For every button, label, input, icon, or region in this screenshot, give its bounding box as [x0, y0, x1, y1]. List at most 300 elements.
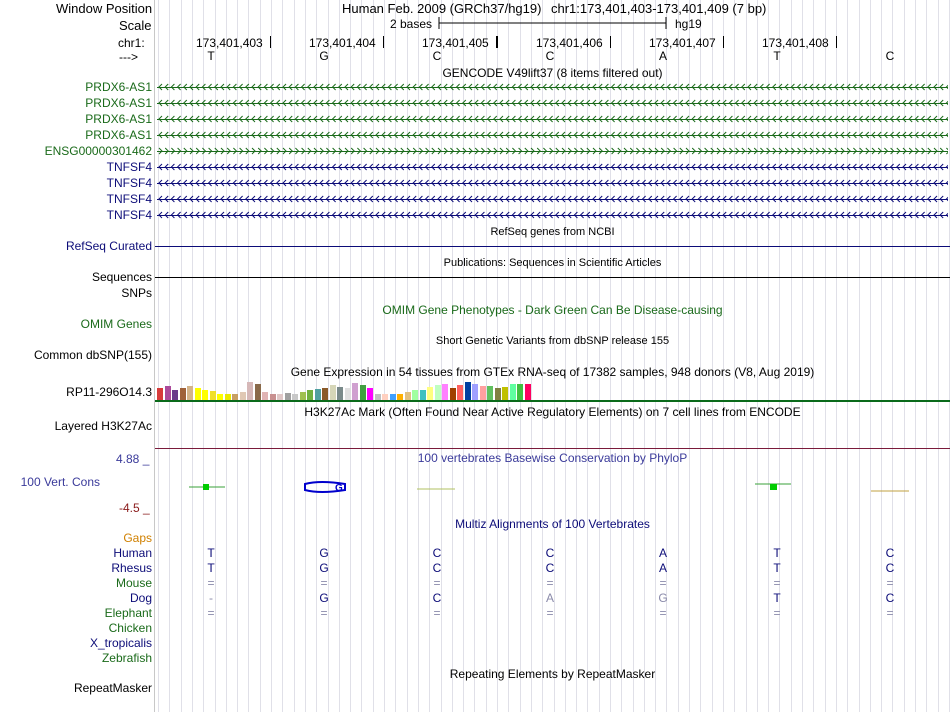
gtex-tissue-bar[interactable] [172, 390, 178, 400]
strand-chevron [556, 84, 559, 90]
gtex-tissue-bar[interactable] [285, 393, 291, 400]
strand-chevron [847, 196, 850, 202]
gencode-item-label[interactable]: PRDX6-AS1 [85, 128, 152, 142]
h3k27ac-track-title[interactable]: H3K27Ac Mark (Often Found Near Active Regulatory Elements) on 7 cell lines from ENCODE [304, 405, 801, 419]
strand-chevron [581, 164, 584, 170]
strand-chevron [612, 148, 615, 154]
gtex-tissue-bar[interactable] [292, 394, 298, 400]
strand-chevron [946, 196, 948, 202]
publications-track-title[interactable]: Publications: Sequences in Scientific Articles [443, 257, 662, 269]
gtex-tissue-bar[interactable] [480, 386, 486, 400]
strand-chevron [401, 164, 404, 170]
strand-chevron [202, 164, 205, 170]
gtex-tissue-bar[interactable] [525, 384, 531, 400]
strand-chevron [605, 196, 608, 202]
strand-chevron [333, 84, 336, 90]
strand-chevron [754, 116, 757, 122]
strand-chevron [506, 148, 509, 154]
strand-chevron [698, 100, 701, 106]
strand-chevron [841, 196, 844, 202]
strand-chevron [835, 132, 838, 138]
coordinate-tick [610, 36, 611, 48]
strand-chevron [426, 164, 429, 170]
gtex-tissue-bar[interactable] [262, 392, 268, 400]
strand-chevron [804, 180, 807, 186]
strand-chevron [345, 196, 348, 202]
gencode-item-label[interactable]: PRDX6-AS1 [85, 112, 152, 126]
gtex-tissue-bar[interactable] [495, 388, 501, 400]
gtex-expression-bars[interactable] [155, 380, 555, 400]
strand-chevron [860, 180, 863, 186]
strand-chevron [866, 132, 869, 138]
gtex-track-title[interactable]: Gene Expression in 54 tissues from GTEx RNA-seq of 17382 samples, 948 donors (V8, Aug 2019) [290, 365, 815, 379]
strand-chevron [246, 196, 249, 202]
strand-chevron [754, 84, 757, 90]
strand-chevron [773, 196, 776, 202]
strand-arrow-label[interactable]: ---> [119, 50, 138, 64]
gtex-tissue-bar[interactable] [315, 389, 321, 400]
snps-label[interactable]: SNPs [121, 286, 152, 300]
strand-chevron [680, 100, 683, 106]
aligned-base: = [433, 576, 441, 590]
strand-chevron [202, 116, 205, 122]
strand-chevron [246, 116, 249, 122]
strand-chevron [928, 116, 931, 122]
strand-chevron [314, 180, 317, 186]
dna-base[interactable]: T [207, 49, 215, 63]
strand-chevron [661, 164, 664, 170]
strand-chevron [847, 100, 850, 106]
strand-chevron [165, 132, 168, 138]
strand-chevron [649, 164, 652, 170]
gtex-tissue-bar[interactable] [412, 390, 418, 400]
strand-chevron [407, 84, 410, 90]
gtex-tissue-bar[interactable] [502, 387, 508, 400]
strand-chevron [680, 180, 683, 186]
strand-chevron [903, 212, 906, 218]
strand-chevron [624, 164, 627, 170]
strand-chevron [860, 164, 863, 170]
strand-chevron [884, 148, 887, 154]
strand-chevron [810, 84, 813, 90]
vert-cons-label[interactable]: 100 Vert. Cons [20, 475, 100, 489]
strand-chevron [581, 100, 584, 106]
aligned-base: C [432, 591, 442, 605]
gaps-label[interactable]: Gaps [123, 531, 152, 545]
gtex-tissue-bar[interactable] [457, 385, 463, 400]
strand-chevrons [157, 210, 948, 220]
refseq-track-title[interactable]: RefSeq genes from NCBI [490, 226, 615, 238]
gtex-tissue-bar[interactable] [300, 392, 306, 400]
strand-chevron [289, 100, 292, 106]
strand-chevron [413, 180, 416, 186]
strand-chevron [847, 84, 850, 90]
strand-chevron [488, 148, 491, 154]
multiz-track-title[interactable]: Multiz Alignments of 100 Vertebrates [455, 517, 650, 531]
strand-chevron [444, 164, 447, 170]
strand-chevron [810, 132, 813, 138]
dna-base[interactable]: A [658, 49, 667, 63]
repeatmasker-track-title[interactable]: Repeating Elements by RepeatMasker [449, 667, 656, 681]
strand-chevron [798, 212, 801, 218]
strand-chevron [333, 164, 336, 170]
gtex-tissue-bar[interactable] [435, 385, 441, 400]
gtex-tissue-bar[interactable] [510, 384, 516, 400]
gene-strand-line[interactable] [157, 82, 948, 92]
gtex-tissue-bar[interactable] [337, 387, 343, 400]
strand-chevron [519, 116, 522, 122]
species-label[interactable]: X_tropicalis [89, 636, 152, 650]
strand-chevron [252, 132, 255, 138]
strand-chevron [370, 100, 373, 106]
aligned-base: C [545, 561, 555, 575]
strand-chevron [624, 148, 627, 154]
strand-chevron [345, 100, 348, 106]
refseq-curated-label[interactable]: RefSeq Curated [65, 239, 152, 253]
strand-chevron [729, 180, 732, 186]
strand-chevron [649, 180, 652, 186]
strand-chevron [357, 132, 360, 138]
strand-chevron [829, 116, 832, 122]
strand-chevron [376, 212, 379, 218]
strand-chevron [630, 148, 633, 154]
strand-chevron [928, 84, 931, 90]
strand-chevron [413, 148, 416, 154]
strand-chevron [413, 212, 416, 218]
strand-chevron [612, 100, 615, 106]
strand-chevron [934, 212, 937, 218]
position-text: chr1:173,401,403-173,401,409 (7 bp) [551, 1, 767, 16]
strand-chevron [271, 212, 274, 218]
aligned-base: G [319, 591, 329, 605]
strand-chevron [314, 100, 317, 106]
strand-chevron [878, 84, 881, 90]
strand-chevron [674, 148, 677, 154]
strand-chevron [401, 116, 404, 122]
dbsnp-track-title[interactable]: Short Genetic Variants from dbSNP release 155 [435, 335, 670, 347]
species-label[interactable]: Human [113, 546, 152, 560]
gtex-tissue-bar[interactable] [405, 392, 411, 400]
gtex-tissue-bar[interactable] [255, 384, 261, 400]
strand-chevron [915, 100, 918, 106]
strand-chevron [401, 212, 404, 218]
sequences-label[interactable]: Sequences [91, 270, 152, 284]
gencode-item-label[interactable]: PRDX6-AS1 [85, 80, 152, 94]
gtex-tissue-bar[interactable] [427, 387, 433, 400]
strand-chevron [264, 132, 267, 138]
strand-chevron [364, 148, 367, 154]
strand-chevron [475, 212, 478, 218]
gencode-track-title[interactable]: GENCODE V49lift37 (8 items filtered out) [442, 66, 663, 80]
strand-chevron [841, 84, 844, 90]
strand-chevron [190, 212, 193, 218]
strand-chevron [909, 84, 912, 90]
gtex-tissue-bar[interactable] [217, 394, 223, 400]
strand-chevron [878, 164, 881, 170]
coordinate-tick-label: 173,401,408 [762, 36, 829, 50]
strand-chevron [723, 196, 726, 202]
gtex-tissue-bar[interactable] [187, 386, 193, 400]
strand-chevron [444, 212, 447, 218]
strand-chevron [419, 212, 422, 218]
strand-chevron [760, 132, 763, 138]
strand-chevron [190, 100, 193, 106]
strand-chevron [686, 132, 689, 138]
strand-chevron [506, 84, 509, 90]
strand-chevron [258, 148, 261, 154]
strand-chevron [915, 212, 918, 218]
strand-chevron [308, 84, 311, 90]
strand-chevron [221, 196, 224, 202]
strand-chevron [686, 116, 689, 122]
strand-chevron [196, 84, 199, 90]
dna-base[interactable]: G [319, 49, 329, 63]
strand-chevron [339, 100, 342, 106]
strand-chevron [382, 212, 385, 218]
strand-chevron [767, 100, 770, 106]
strand-chevron [233, 164, 236, 170]
strand-chevron [364, 116, 367, 122]
gtex-tissue-bar[interactable] [367, 388, 373, 400]
species-label[interactable]: Mouse [115, 576, 152, 590]
strand-chevron [717, 196, 720, 202]
strand-chevron [928, 180, 931, 186]
gtex-tissue-bar[interactable] [382, 394, 388, 400]
gtex-tissue-bar[interactable] [202, 390, 208, 400]
species-label[interactable]: Elephant [104, 606, 152, 620]
strand-chevron [624, 212, 627, 218]
gene-strand-line[interactable] [157, 162, 948, 172]
strand-chevron [754, 164, 757, 170]
gtex-tissue-bar[interactable] [210, 391, 216, 400]
species-label[interactable]: Dog [129, 591, 152, 605]
strand-chevron [729, 212, 732, 218]
strand-chevron [215, 148, 218, 154]
strand-chevron [506, 116, 509, 122]
strand-chevron [636, 180, 639, 186]
gene-strand-line[interactable] [157, 130, 948, 140]
strand-chevron [946, 116, 948, 122]
gtex-tissue-bar[interactable] [277, 394, 283, 400]
strand-chevron [723, 180, 726, 186]
strand-chevron [674, 196, 677, 202]
gtex-tissue-bar[interactable] [352, 383, 358, 400]
dna-base[interactable]: C [885, 49, 895, 63]
strand-chevron [345, 164, 348, 170]
strand-chevron [370, 164, 373, 170]
strand-chevron [543, 180, 546, 186]
strand-chevron [171, 148, 174, 154]
gene-strand-line[interactable] [157, 194, 948, 204]
strand-chevron [630, 84, 633, 90]
strand-chevron [841, 148, 844, 154]
strand-chevron [934, 148, 937, 154]
gtex-tissue-bar[interactable] [330, 385, 336, 400]
strand-chevron [364, 132, 367, 138]
gene-strand-line[interactable] [157, 210, 948, 220]
aligned-base: = [433, 606, 441, 620]
gene-strand-line[interactable] [157, 98, 948, 108]
strand-chevron [444, 196, 447, 202]
strand-chevron [302, 148, 305, 154]
gtex-tissue-bar[interactable] [225, 394, 231, 400]
strand-chevron [240, 212, 243, 218]
strand-chevron [475, 180, 478, 186]
gencode-item-label[interactable]: TNFSF4 [106, 192, 152, 206]
strand-chevron [537, 116, 540, 122]
omim-genes-label[interactable]: OMIM Genes [80, 317, 152, 331]
strand-chevron [853, 212, 856, 218]
strand-chevron [475, 84, 478, 90]
gtex-tissue-bar[interactable] [465, 382, 471, 400]
phylop-plot[interactable] [155, 470, 950, 505]
strand-chevron [748, 212, 751, 218]
strand-chevron [302, 196, 305, 202]
species-label[interactable]: Zebrafish [101, 651, 152, 665]
strand-chevron [891, 164, 894, 170]
gtex-tissue-bar[interactable] [157, 388, 163, 400]
strand-chevron [450, 180, 453, 186]
gtex-tissue-bar[interactable] [307, 390, 313, 400]
gtex-tissue-bar[interactable] [450, 388, 456, 400]
strand-chevron [215, 132, 218, 138]
omim-track-title[interactable]: OMIM Gene Phenotypes - Dark Green Can Be Disease-causing [382, 303, 723, 317]
gtex-tissue-bar[interactable] [322, 388, 328, 400]
strand-chevron [798, 148, 801, 154]
strand-chevron [388, 100, 391, 106]
strand-chevron [264, 116, 267, 122]
strand-chevron [295, 132, 298, 138]
gene-strand-line[interactable] [157, 146, 948, 156]
gtex-tissue-bar[interactable] [420, 390, 426, 400]
strand-chevron [940, 196, 943, 202]
strand-chevron [351, 84, 354, 90]
gtex-tissue-bar[interactable] [472, 384, 478, 400]
strand-chevron [271, 132, 274, 138]
strand-chevron [618, 132, 621, 138]
strand-chevron [407, 212, 410, 218]
strand-chevron [221, 100, 224, 106]
strand-chevron [853, 196, 856, 202]
strand-chevron [605, 132, 608, 138]
gtex-tissue-bar[interactable] [195, 388, 201, 400]
gencode-item-label[interactable]: PRDX6-AS1 [85, 96, 152, 110]
strand-chevron [940, 164, 943, 170]
strand-chevron [178, 116, 181, 122]
strand-chevron [686, 180, 689, 186]
strand-chevron [562, 164, 565, 170]
strand-chevron [841, 212, 844, 218]
strand-chevron [599, 116, 602, 122]
strand-chevron [314, 116, 317, 122]
strand-chevron [860, 212, 863, 218]
strand-chevron [438, 100, 441, 106]
strand-chevron [909, 196, 912, 202]
strand-chevron [209, 84, 212, 90]
gtex-tissue-bar[interactable] [165, 386, 171, 400]
strand-chevron [804, 148, 807, 154]
strand-chevron [804, 212, 807, 218]
layered-h3k27ac-label[interactable]: Layered H3K27Ac [54, 419, 152, 433]
strand-chevron [891, 148, 894, 154]
strand-chevron [568, 100, 571, 106]
dna-base[interactable]: C [432, 49, 442, 63]
strand-chevron [202, 148, 205, 154]
repeatmasker-label[interactable]: RepeatMasker [73, 681, 152, 695]
strand-chevron [196, 100, 199, 106]
gene-strand-line[interactable] [157, 178, 948, 188]
gencode-item-label[interactable]: ENSG00000301462 [44, 144, 152, 158]
gtex-tissue-bar[interactable] [442, 384, 448, 400]
strand-chevrons [157, 146, 948, 156]
strand-chevron [537, 148, 540, 154]
gene-strand-line[interactable] [157, 114, 948, 124]
strand-chevron [847, 148, 850, 154]
gtex-tissue-bar[interactable] [247, 382, 253, 400]
phylop-track-title[interactable]: 100 vertebrates Basewise Conservation by PhyloP [417, 451, 688, 465]
strand-chevron [922, 148, 925, 154]
strand-chevron [860, 132, 863, 138]
gtex-tissue-bar[interactable] [390, 394, 396, 400]
species-label[interactable]: Chicken [108, 621, 152, 635]
strand-chevron [847, 116, 850, 122]
gtex-tissue-bar[interactable] [270, 394, 276, 400]
strand-chevron [277, 116, 280, 122]
common-dbsnp-label[interactable]: Common dbSNP(155) [33, 348, 152, 362]
gtex-tissue-bar[interactable] [240, 392, 246, 400]
gencode-item-label[interactable]: TNFSF4 [106, 176, 152, 190]
dna-base[interactable]: T [773, 49, 781, 63]
strand-chevron [872, 148, 875, 154]
aligned-base: = [207, 606, 215, 620]
gencode-item-label[interactable]: TNFSF4 [106, 208, 152, 222]
gtex-tissue-bar[interactable] [180, 388, 186, 400]
strand-chevron [227, 132, 230, 138]
strand-chevron [618, 180, 621, 186]
strand-chevron [581, 116, 584, 122]
strand-chevron [426, 132, 429, 138]
gtex-gene-label[interactable]: RP11-296O14.3 [66, 385, 152, 399]
species-label[interactable]: Rhesus [111, 561, 152, 575]
chr-label: chr1: [118, 36, 145, 50]
strand-chevron [903, 84, 906, 90]
strand-chevron [736, 212, 739, 218]
gencode-item-label[interactable]: TNFSF4 [106, 160, 152, 174]
gtex-tissue-bar[interactable] [345, 388, 351, 400]
strand-chevron [382, 100, 385, 106]
strand-chevron [556, 212, 559, 218]
strand-chevron [308, 148, 311, 154]
gtex-tissue-bar[interactable] [517, 384, 523, 400]
strand-chevron [246, 164, 249, 170]
strand-chevron [835, 84, 838, 90]
strand-chevron [748, 196, 751, 202]
strand-chevron [903, 164, 906, 170]
strand-chevron [928, 132, 931, 138]
strand-chevron [196, 180, 199, 186]
gtex-tissue-bar[interactable] [360, 385, 366, 400]
gtex-tissue-bar[interactable] [232, 394, 238, 400]
gtex-tissue-bar[interactable] [375, 394, 381, 400]
strand-chevron [624, 180, 627, 186]
strand-chevron [692, 212, 695, 218]
gtex-tissue-bar[interactable] [397, 394, 403, 400]
dna-base[interactable]: C [545, 49, 555, 63]
strand-chevron [705, 148, 708, 154]
gtex-tissue-bar[interactable] [487, 386, 493, 400]
strand-chevron [450, 212, 453, 218]
strand-chevron [277, 196, 280, 202]
